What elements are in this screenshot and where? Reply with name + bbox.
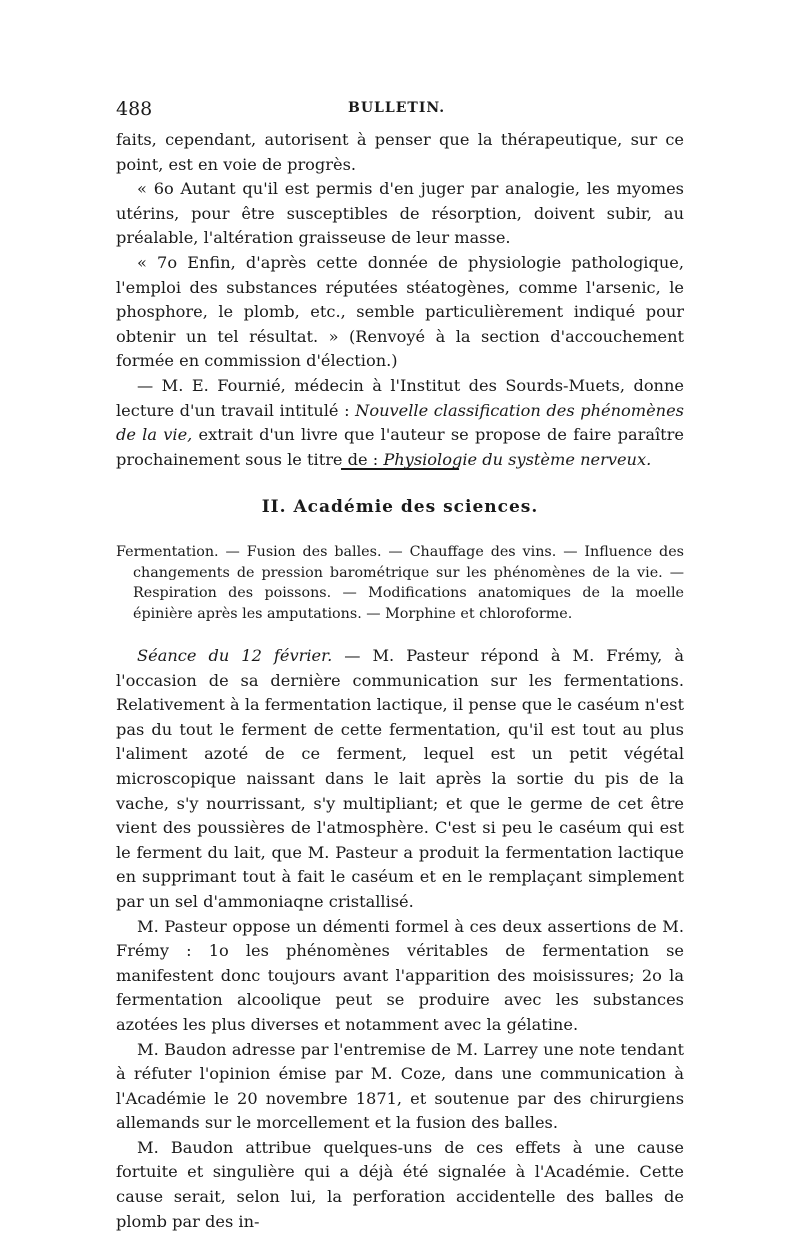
summary-text: Fermentation. — Fusion des balles. — Chauffage des vins. — Influence des changements de pression barométrique sur les phénomènes de la vie. — Respiration des poissons. — Modifications anatomiques de la moelle épinière après les amputations. — Morphine et chloroforme. (116, 544, 684, 622)
section-title: II. Académie des sciences. (261, 497, 539, 517)
paragraph (116, 644, 684, 915)
paragraph: M. Baudon attribue quelques-uns de ces effets à une cause fortuite et singulière qui a déjà été signalée à l'Académie. Cette cause serait, selon lui, la perforation accidentelle des balles de plomb par des in- (116, 1137, 684, 1231)
book-title: Physiologie du système nerveux. (383, 449, 652, 469)
page-number: 488 (116, 98, 153, 120)
work-title: Nouvelle classification des phénomènes de la vie, (116, 400, 684, 445)
main-text-block (116, 644, 684, 1234)
page-header (116, 98, 684, 122)
paragraph: faits, cependant, autorisent à penser que la thérapeutique, sur ce point, est en voie de progrès. (116, 130, 684, 174)
top-text-block (116, 128, 684, 472)
section-divider (341, 468, 459, 470)
paragraph (116, 374, 684, 472)
seance-label: Séance du 12 février. (137, 646, 333, 665)
paragraph: M. Baudon adresse par l'entremise de M. Larrey une note tendant à réfuter l'opinion émise par M. Coze, dans une communication à l'Académie le 20 novembre 1871, et soutenue par des chirurgiens allemands sur le morcellement et la fusion des balles. (116, 1039, 684, 1133)
running-title: BULLETIN. (348, 100, 446, 116)
paragraph: « 6o Autant qu'il est permis d'en juger par analogie, les myomes utérins, pour être susceptibles de résorption, doivent subir, au préalable, l'altération graisseuse de leur masse. (116, 179, 684, 248)
paragraph-text: — M. Pasteur répond à M. Frémy, à l'occasion de sa dernière communication sur les fermentations. Relativement à la fermentation lactique, il pense que le caséum n'est pas du tout le ferment de cette fermentation, qu'il est tout au plus l'aliment azoté de ce ferment, lequel est un petit végétal microscopique naissant dans le lait après la sortie du pis de la vache, s'y nourrissant, s'y multipliant; et que le germe de cet être vient des poussières de l'atmosphère. C'est si peu le caséum qui est le ferment du lait, que M. Pasteur a produit la fermentation lactique en supprimant tout à fait le caséum et en le remplaçant simplement par un sel d'ammoniaqne cristallisé. (116, 646, 684, 911)
paragraph-mid: extrait d'un livre que l'auteur se propose de faire paraître prochainement sous le titre de : (116, 425, 684, 469)
section-summary (116, 542, 684, 624)
paragraph: « 7o Enfin, d'après cette donnée de physiologie pathologique, l'emploi des substances réputées stéatogènes, comme l'arsenic, le phosphore, le plomb, etc., semble particulièrement indiqué pour obtenir un tel résultat. » (Renvoyé à la section d'accouchement formée en commission d'élection.) (116, 252, 684, 371)
paragraph-intro: — M. E. Fournié, médecin à l'Institut des Sourds-Muets, donne lecture d'un travail intitulé : (116, 375, 684, 420)
paragraph: M. Pasteur oppose un démenti formel à ces deux assertions de M. Frémy : 1o les phénomènes véritables de fermentation se manifestent donc toujours avant l'apparition des moisissures; 2o la fermentation alcoolique peut se produire avec les substances azotées les plus diverses et notamment avec la gélatine. (116, 916, 684, 1034)
